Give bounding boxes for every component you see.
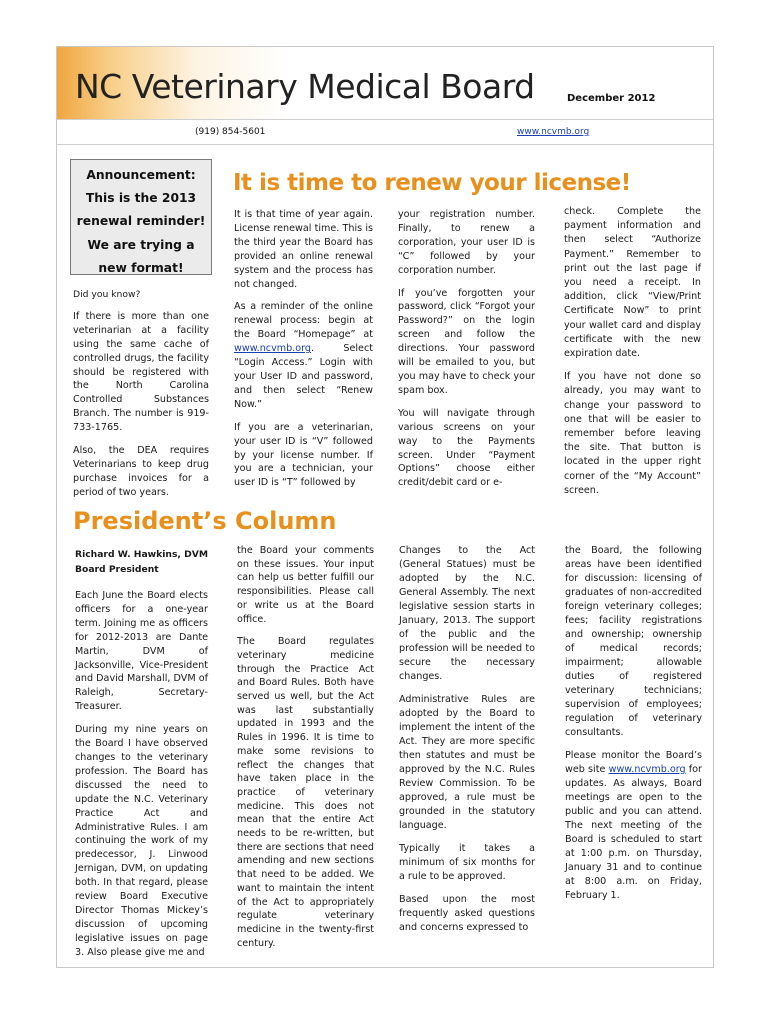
renewal-paragraph: check. Complete the payment information and then select “Authorize Payment.” Remember to print out the last page if you need a receipt. In addition, click “View/Print Certificate Now” to print your wallet card and display certificate with the new expiration date. xyxy=(564,206,701,360)
president-paragraph: Changes to the Act (General Statues) must be adopted by the N.C. General Assembly. The next legislative session starts in January, 2013. The support of the public and the profession will be needed to secure the necessary changes. xyxy=(399,545,535,682)
website-link-inline[interactable]: www.ncvmb.org xyxy=(608,764,686,775)
renewal-column-3 xyxy=(564,205,701,507)
website-link[interactable]: www.ncvmb.org xyxy=(517,127,590,137)
issue-date: December 2012 xyxy=(567,93,656,104)
president-paragraph: the Board your comments on these issues. Your input can help us better fulfill our responsibilities. Please call or write us at the Board office. xyxy=(237,545,374,625)
president-column-1 xyxy=(75,547,208,968)
announcement-box xyxy=(70,159,212,275)
renewal-column-2 xyxy=(398,208,535,499)
renewal-heading: It is time to renew your license! xyxy=(233,170,631,196)
president-column-3 xyxy=(399,544,535,944)
president-paragraph: Based upon the most frequently asked questions and concerns expressed to xyxy=(399,894,535,933)
president-paragraph: The Board regulates veterinary medicine through the Practice Act and Board Rules. Both have served us well, but the Act was last substantially updated in 1993 and the Rules in 1996. It is time to make some revisions to reflect the changes that have taken place in the practice of veterinary medicine. This does not mean that the entire Act needs to be re-written, but there are sections that need amending and new sections that need to be added. We want to maintain the intent of the Act to appropriately regulate veterinary medicine in the twenty-first century. xyxy=(237,636,374,949)
renewal-paragraph xyxy=(234,300,373,411)
president-paragraph: Each June the Board elects officers for a one-year term. Joining me as officers for 2012-2013 are Dante Martin, DVM of Jacksonville, Vice-President and David Marshall, DVM of Raleigh, Secretary-Treasurer. xyxy=(75,590,208,713)
president-column-4 xyxy=(565,544,702,912)
renewal-paragraph: If you’ve forgotten your password, click “Forgot your Password?” on the login screen and follow the directions. Your password will be emailed to you, but you may have to check your spam box. xyxy=(398,287,535,396)
renewal-paragraph: If you are a veterinarian, your user ID is “V” followed by your license number. If you are a technician, your user ID is “T” followed by xyxy=(234,421,373,489)
president-column-2 xyxy=(237,544,374,959)
announcement-body: This is the 2013 renewal reminder! We are trying a new format! xyxy=(76,191,206,275)
president-paragraph: Administrative Rules are adopted by the Board to implement the intent of the Act. They are more specific then statutes and must be approved by the N.C. Rules Review Commission. To be approved, a rule must be grounded in the statutory language. xyxy=(399,694,535,831)
president-paragraph: During my nine years on the Board I have observed changes to the veterinary profession. The Board has discussed the need to update the N.C. Veterinary Practice Act and Administrative Rules. I am continuing the work of my predecessor, J. Linwood Jernigan, DVM, on updating both. In that regard, please review Board Executive Director Thomas Mickey’s discussion of upcoming legislative issues on page 3. Also please give me and xyxy=(75,724,208,958)
newsletter-title: NC Veterinary Medical Board xyxy=(75,67,535,106)
renewal-paragraph: You will navigate through various screens on your way to the Payments screen. Under “Payment Options” choose either credit/debit card or e- xyxy=(398,407,535,489)
newsletter-page xyxy=(56,46,714,968)
did-you-know-paragraph: Also, the DEA requires Veterinarians to keep drug purchase invoices for a period of two years. xyxy=(73,445,209,498)
announcement-heading: Announcement: xyxy=(86,168,196,182)
renewal-paragraph: your registration number. Finally, to renew a corporation, your user ID is “C” followed by your corporation number. xyxy=(398,209,535,276)
president-paragraph xyxy=(565,749,702,903)
renewal-paragraph: It is that time of year again. License renewal time. This is the third year the Board has provided an online renewal system and the process has not changed. xyxy=(234,209,373,290)
president-text: for updates. As always, Board meetings are open to the public and you can attend. The next meeting of the Board is scheduled to start at 1:00 p.m. on Thursday, January 31 and to continue at 8:00 a.m. on Friday, February 1. xyxy=(565,764,702,901)
president-text: Please monitor the Board’s web site xyxy=(565,750,702,775)
contact-bar xyxy=(57,119,713,145)
author-byline: Richard W. Hawkins, DVM Board President xyxy=(75,549,209,575)
president-paragraph: the Board, the following areas have been identified for discussion: licensing of graduates of non-accredited foreign veterinary colleges; fees; facility registrations and ownership; ownership of medical records; impairment; allowable duties of registered veterinary technicians; supervision of employees; regulation of veterinary consultants. xyxy=(565,545,702,738)
did-you-know-column xyxy=(73,288,209,509)
renewal-paragraph: If you have not done so already, you may want to change your password to one that will be easier to remember before leaving the site. That button is located in the upper right corner of the “My Account” screen. xyxy=(564,371,701,496)
president-paragraph: Typically it takes a minimum of six months for a rule to be approved. xyxy=(399,843,535,882)
masthead xyxy=(57,47,713,119)
president-column-heading: President’s Column xyxy=(73,507,337,535)
renewal-column-1 xyxy=(234,208,373,499)
homepage-link[interactable]: www.ncvmb.org xyxy=(234,343,311,355)
renewal-text: . Select “Login Access.” Login with your User ID and password, and then select “Renew Now.” xyxy=(234,343,373,410)
did-you-know-title: Did you know? xyxy=(73,289,141,300)
did-you-know-paragraph: If there is more than one veterinarian at a facility using the same cache of controlled drugs, the facility should be registered with the North Carolina Controlled Substances Branch. The number is 919-733-1765. xyxy=(73,310,209,434)
phone-number: (919) 854-5601 xyxy=(195,127,266,137)
renewal-text: As a reminder of the online renewal process: begin at the Board “Homepage” at xyxy=(234,301,373,341)
